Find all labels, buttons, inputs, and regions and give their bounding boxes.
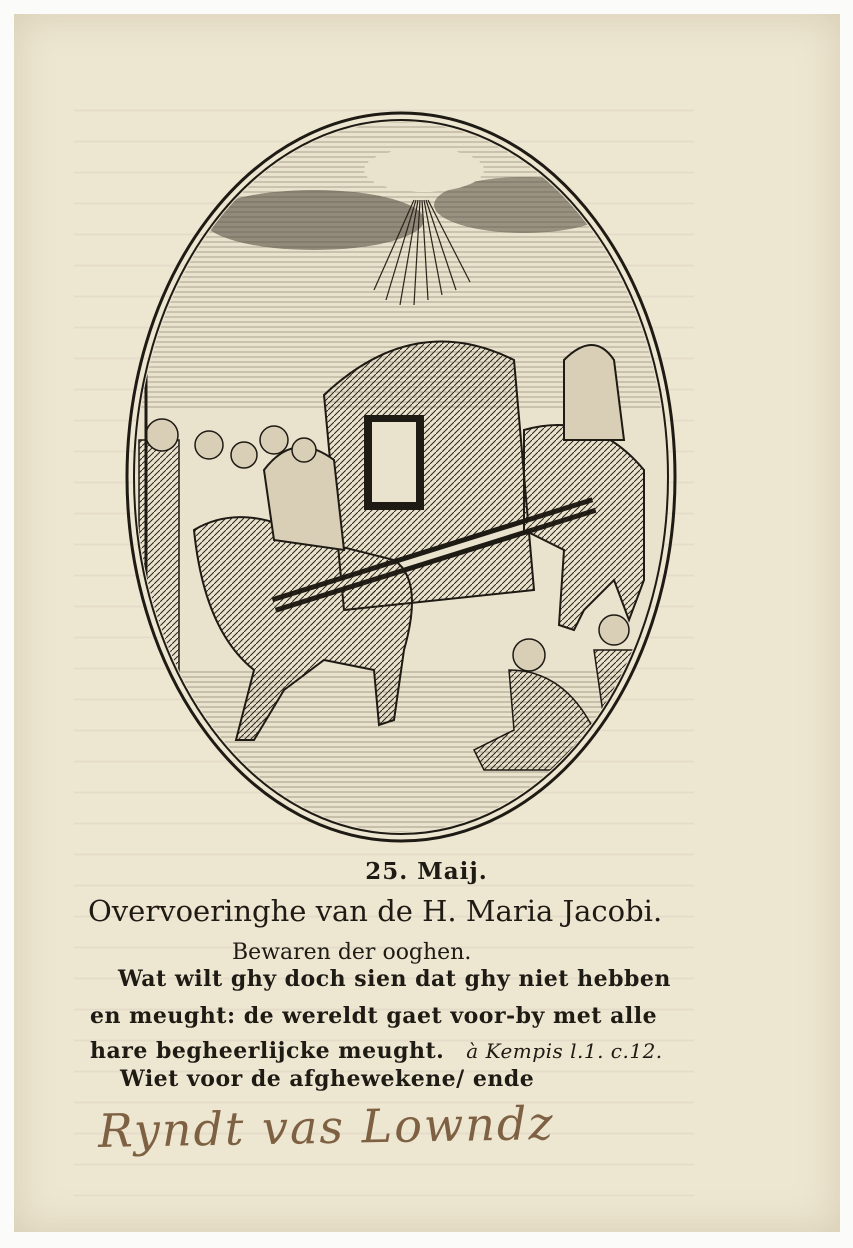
feast-date: 25. Maij. — [365, 858, 488, 885]
handwritten-signature: Ryndt vas Lowndz — [97, 1096, 555, 1158]
engraving-title: Overvoeringhe van de H. Maria Jacobi. — [88, 894, 663, 928]
cloud — [204, 190, 424, 250]
verse-line: Wiet voor de afghewekene/ ende — [120, 1066, 535, 1092]
verse-line: hare begheerlijcke meught. — [90, 1038, 445, 1064]
oval-engraving — [124, 110, 679, 845]
verse-line: en meught: de wereldt gaet voor-by met alle — [90, 1003, 658, 1029]
verse-line: Wat wilt ghy doch sien dat ghy niet hebben — [118, 966, 671, 992]
citation: à Kempis l.1. c.12. — [466, 1039, 663, 1063]
engraving-subtitle: Bewaren der ooghen. — [232, 940, 472, 965]
verse-line-with-citation — [90, 1038, 663, 1064]
